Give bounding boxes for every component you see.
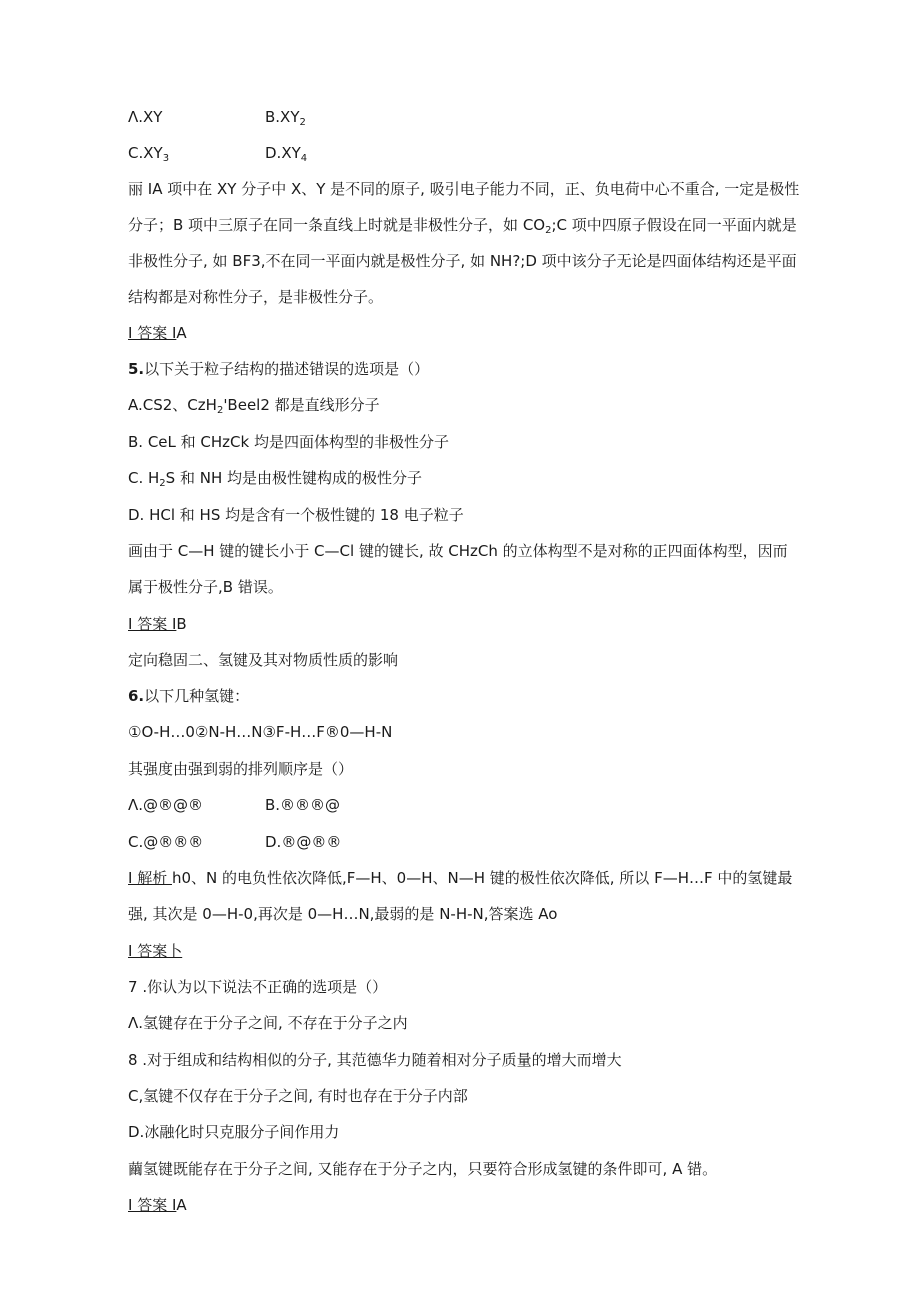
- q6-option-d: D.®@®®: [265, 833, 342, 851]
- q4-analysis-line-1: 丽 IA 项中在 XY 分子中 X、Y 是不同的原子, 吸引电子能力不同，正、负电荷中心不重合, 一定是极性: [128, 180, 800, 198]
- q4-answer: [128, 323, 187, 343]
- q5-answer: [128, 614, 187, 634]
- q6-answer: I 答案卜: [128, 942, 183, 960]
- q6-option-b: B.®®®@: [265, 796, 341, 814]
- q7-option-b: 8 .对于组成和结构相似的分子, 其范德华力随着相对分子质量的增大而增大: [128, 1051, 622, 1069]
- q7-option-d: D.冰融化时只克服分子间作用力: [128, 1123, 340, 1141]
- answer-label: I 答案 I: [128, 615, 177, 633]
- q7-answer: [128, 1195, 187, 1215]
- q5-analysis-line-1: 画由于 C—H 键的键长小于 C—Cl 键的键长, 故 CHzCh 的立体构型不是对称的正四面体构型，因而: [128, 542, 788, 560]
- q4-option-b: $B.XY_2$: [265, 108, 306, 128]
- q6-analysis-line-2: 强, 其次是 0—H-0,再次是 0—H…N,最弱的是 N-H-N,答案选 Ao: [128, 905, 558, 923]
- q5-option-a: A.CS2、CzH$_2$'Beel2 都是直线形分子: [128, 396, 380, 416]
- answer-label: I 答案 I: [128, 324, 177, 342]
- q4-option-a: Λ.XY: [128, 108, 163, 126]
- q4-option-d: $D.XY_4$: [265, 144, 308, 164]
- answer-label: I 答案 I: [128, 1196, 177, 1214]
- q5-option-c: C. $H_2S$ 和 NH 均是由极性键构成的极性分子: [128, 469, 422, 489]
- q7-stem: 7 .你认为以下说法不正确的选项是（）: [128, 978, 388, 996]
- q6-bonds-list: ①O-H…0②N-H…N③F-H…F®0—H-N: [128, 723, 393, 741]
- answer-value: A: [176, 1196, 187, 1214]
- q4-analysis-line-3: 非极性分子, 如 BF3,不在同一平面内就是极性分子, 如 NH?;D 项中该分子无论是四面体结构还是平面: [128, 252, 797, 270]
- q4-option-c: $C.XY_3$: [128, 144, 170, 164]
- q5-option-d: D. HCl 和 HS 均是含有一个极性键的 18 电子粒子: [128, 506, 464, 524]
- q6-question: 其强度由强到弱的排列顺序是（）: [128, 760, 354, 778]
- q6-option-c: C.@®®®: [128, 833, 204, 851]
- q5-stem: 5.以下关于粒子结构的描述错误的选项是（）: [128, 360, 430, 378]
- q6-option-a: Λ.@®@®: [128, 796, 204, 814]
- q7-option-a: Λ.氢键存在于分子之间, 不存在于分子之内: [128, 1014, 408, 1032]
- answer-value: A: [176, 324, 187, 342]
- q5-analysis-line-2: 属于极性分子,B 错误。: [128, 578, 283, 596]
- q6-stem: 6.以下几种氢键：: [128, 687, 250, 705]
- q7-analysis: 繭氢键既能存在于分子之间, 又能存在于分子之内，只要符合形成氢键的条件即可, A 错。: [128, 1160, 718, 1178]
- q4-analysis-line-2: 分子；B 项中三原子在同一条直线上时就是非极性分子，如 $CO_2;C$ 项中四原子假设在同一平面内就是: [128, 216, 797, 236]
- q5-option-b: B. CeL 和 CHzCk 均是四面体构型的非极性分子: [128, 433, 449, 451]
- q6-analysis-line-1: I 解析 h0、N 的电负性依次降低,F—H、0—H、N—H 键的极性依次降低, 所以 F—H…F 中的氢键最: [128, 869, 793, 887]
- q4-analysis-line-4: 结构都是对称性分子，是非极性分子。: [128, 288, 384, 306]
- analysis-label: I 解析: [128, 869, 172, 887]
- answer-value: B: [176, 615, 187, 633]
- q7-option-c: C,氢键不仅存在于分子之间, 有时也存在于分子内部: [128, 1087, 468, 1105]
- section-title: 定向稳固二、氢键及其对物质性质的影响: [128, 651, 399, 669]
